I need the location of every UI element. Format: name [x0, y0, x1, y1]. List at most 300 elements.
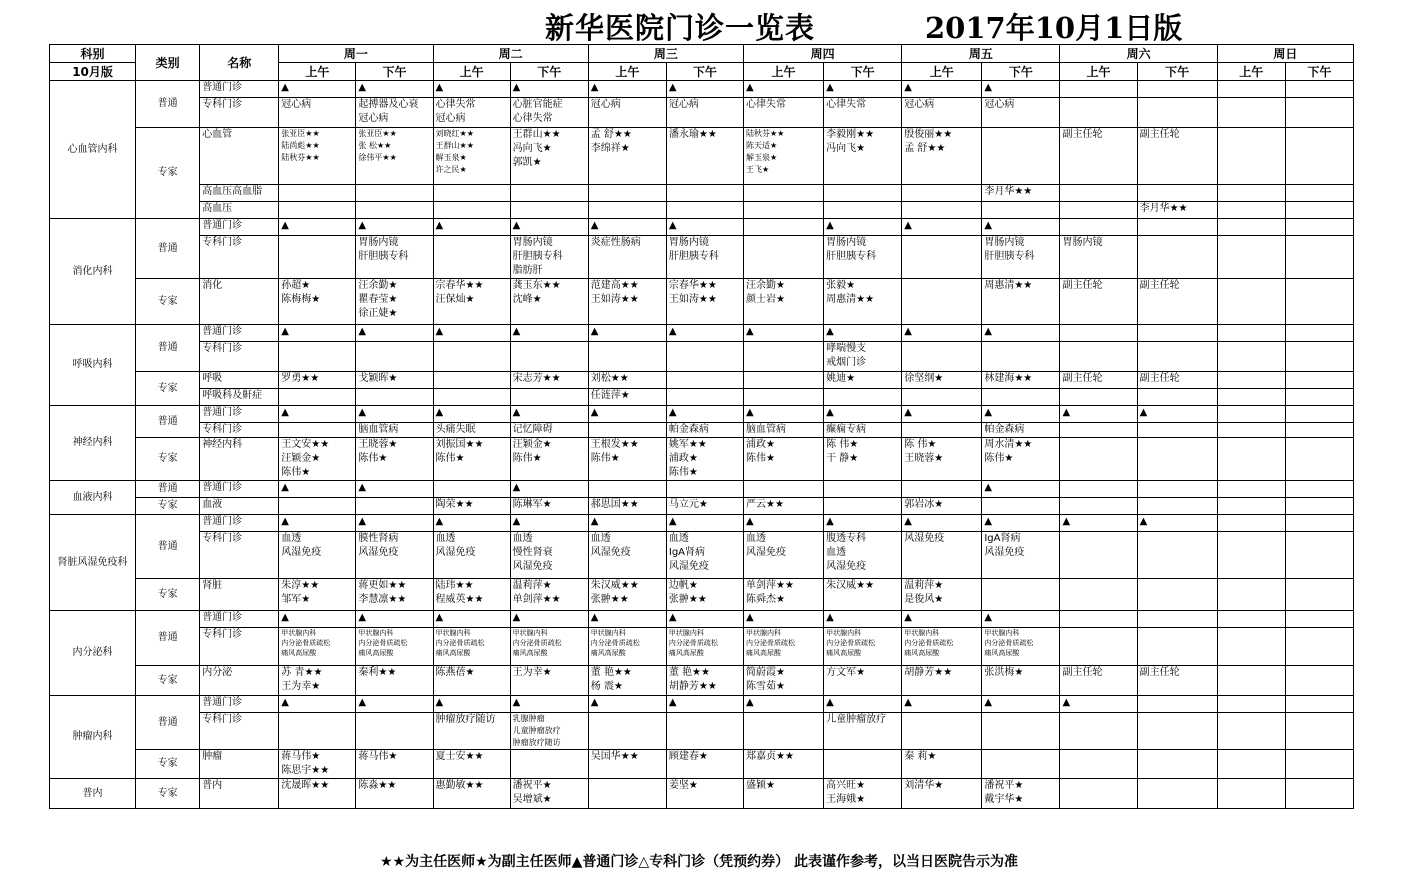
schedule-cell: 潘祝平★ 吴增斌★ — [510, 779, 588, 809]
schedule-cell: 陆玮★★ 程威英★★ — [433, 579, 510, 611]
schedule-cell: ▲ — [744, 81, 824, 98]
day-header-sat: 周六 — [1060, 45, 1217, 63]
schedule-cell — [1137, 98, 1217, 128]
schedule-cell — [510, 342, 588, 372]
schedule-cell — [279, 713, 356, 750]
schedule-cell — [279, 202, 356, 219]
schedule-cell: 姚迪★ — [824, 372, 902, 389]
schedule-cell: 陆秋芬★★ 陈天适★ 解玉泉★ 王飞★ — [744, 128, 824, 185]
half-header-am: 上午 — [433, 63, 510, 81]
schedule-cell: ▲ — [356, 325, 433, 342]
schedule-cell: 郭岩冰★ — [902, 498, 982, 515]
clinic-name-cell: 普通门诊 — [200, 406, 279, 423]
category-cell: 普通 — [136, 515, 200, 579]
schedule-cell — [1137, 342, 1217, 372]
clinic-name-cell: 普通门诊 — [200, 325, 279, 342]
schedule-cell: 朱汉威★★ 张翀★★ — [588, 579, 666, 611]
schedule-cell: 周水清★★ 陈伟★ — [982, 438, 1060, 481]
schedule-cell: 刘振国★★ 陈伟★ — [433, 438, 510, 481]
schedule-cell: 王为幸★ — [510, 666, 588, 696]
schedule-row — [50, 423, 1354, 438]
schedule-cell: ▲ — [510, 515, 588, 532]
schedule-row — [50, 202, 1354, 219]
schedule-cell — [666, 202, 743, 219]
schedule-cell — [824, 498, 902, 515]
schedule-cell — [902, 342, 982, 372]
schedule-cell: 心律失常 — [744, 98, 824, 128]
schedule-cell — [744, 202, 824, 219]
schedule-cell — [1285, 423, 1353, 438]
schedule-cell: IgA肾病 风湿免疫 — [982, 532, 1060, 579]
schedule-cell: ▲ — [510, 696, 588, 713]
schedule-cell: 冠心病 — [279, 98, 356, 128]
category-header: 类别 — [136, 45, 200, 81]
dept-cell: 血液内科 — [50, 481, 136, 515]
half-header-pm: 下午 — [1285, 63, 1353, 81]
schedule-cell — [1217, 515, 1285, 532]
schedule-cell: 王根发★★ 陈伟★ — [588, 438, 666, 481]
schedule-cell: ▲ — [1060, 406, 1137, 423]
header-row-days — [50, 45, 1354, 63]
schedule-cell — [1285, 481, 1353, 498]
schedule-cell: ▲ — [824, 81, 902, 98]
schedule-cell: 汪余勤★ 颜士岩★ — [744, 279, 824, 325]
clinic-name-cell: 消化 — [200, 279, 279, 325]
schedule-cell: 潘永瑜★★ — [666, 128, 743, 185]
schedule-cell: 孟 舒★★ 李绵祥★ — [588, 128, 666, 185]
schedule-cell: 副主任轮 — [1060, 279, 1137, 325]
schedule-cell — [356, 342, 433, 372]
clinic-name-cell: 专科门诊 — [200, 713, 279, 750]
schedule-cell — [1060, 779, 1137, 809]
schedule-cell: ▲ — [902, 515, 982, 532]
category-cell: 专家 — [136, 128, 200, 219]
schedule-cell — [1217, 779, 1285, 809]
schedule-cell: 副主任轮 — [1060, 666, 1137, 696]
schedule-cell: 惠勤敏★★ — [433, 779, 510, 809]
schedule-cell: ▲ — [279, 611, 356, 628]
schedule-cell: 帕金森病 — [982, 423, 1060, 438]
schedule-cell — [1285, 532, 1353, 579]
clinic-name-cell: 心血管 — [200, 128, 279, 185]
schedule-cell — [1285, 236, 1353, 279]
schedule-cell — [1285, 438, 1353, 481]
schedule-cell — [1060, 713, 1137, 750]
half-header-pm: 下午 — [356, 63, 433, 81]
schedule-cell — [666, 342, 743, 372]
schedule-row — [50, 372, 1354, 389]
schedule-cell: 殷俊丽★★ 孟 舒★★ — [902, 128, 982, 185]
schedule-cell: 胡静芳★★ — [902, 666, 982, 696]
schedule-cell: ▲ — [433, 219, 510, 236]
schedule-cell — [1137, 579, 1217, 611]
schedule-cell: 马立元★ — [666, 498, 743, 515]
schedule-cell — [982, 498, 1060, 515]
schedule-cell — [279, 185, 356, 202]
schedule-cell — [1217, 498, 1285, 515]
schedule-table — [49, 44, 1354, 809]
schedule-cell — [1060, 342, 1137, 372]
schedule-cell: ▲ — [666, 406, 743, 423]
schedule-row — [50, 696, 1354, 713]
schedule-cell: 简蔚霞★ 陈雪茹★ — [744, 666, 824, 696]
schedule-cell — [1137, 713, 1217, 750]
schedule-row — [50, 498, 1354, 515]
schedule-cell: 记忆障碍 — [510, 423, 588, 438]
schedule-cell — [1060, 185, 1137, 202]
schedule-cell — [744, 236, 824, 279]
schedule-cell: 血透 IgA肾病 风湿免疫 — [666, 532, 743, 579]
category-cell: 专家 — [136, 666, 200, 696]
schedule-cell: 姚军★★ 浦政★ 陈伟★ — [666, 438, 743, 481]
schedule-cell: ▲ — [356, 81, 433, 98]
clinic-name-cell: 呼吸 — [200, 372, 279, 389]
schedule-cell: 甲状腺内科 内分泌骨质疏松 痛风高尿酸 — [356, 628, 433, 666]
schedule-cell — [433, 372, 510, 389]
half-header-pm: 下午 — [982, 63, 1060, 81]
schedule-row — [50, 713, 1354, 750]
schedule-cell — [1217, 532, 1285, 579]
schedule-cell: ▲ — [510, 325, 588, 342]
schedule-cell: ▲ — [510, 611, 588, 628]
schedule-cell: ▲ — [433, 611, 510, 628]
schedule-cell: 顾建春★ — [666, 750, 743, 779]
schedule-cell — [1285, 342, 1353, 372]
schedule-cell: 血透 慢性肾衰 风湿免疫 — [510, 532, 588, 579]
schedule-cell: 刘晓红★★ 王群山★★ 解玉泉★ 许之民★ — [433, 128, 510, 185]
schedule-cell: 炎症性肠病 — [588, 236, 666, 279]
schedule-cell: 张洪梅★ — [982, 666, 1060, 696]
schedule-cell: 冠心病 — [588, 98, 666, 128]
schedule-cell — [1217, 81, 1285, 98]
schedule-cell — [1137, 389, 1217, 406]
schedule-cell: 高兴旺★ 王海娥★ — [824, 779, 902, 809]
schedule-cell — [982, 579, 1060, 611]
schedule-cell: 陈琳军★ — [510, 498, 588, 515]
day-header-wed: 周三 — [588, 45, 743, 63]
schedule-cell: ▲ — [744, 611, 824, 628]
schedule-cell — [666, 713, 743, 750]
schedule-row — [50, 532, 1354, 579]
schedule-cell: ▲ — [279, 325, 356, 342]
schedule-cell — [824, 185, 902, 202]
schedule-cell — [356, 185, 433, 202]
schedule-cell: ▲ — [666, 219, 743, 236]
schedule-row — [50, 236, 1354, 279]
schedule-cell — [1217, 611, 1285, 628]
schedule-cell: 心律失常 — [824, 98, 902, 128]
half-header-am: 上午 — [1060, 63, 1137, 81]
schedule-cell — [1137, 696, 1217, 713]
schedule-cell: 朱汉威★★ — [824, 579, 902, 611]
schedule-cell: ▲ — [588, 696, 666, 713]
schedule-cell: ▲ — [902, 406, 982, 423]
schedule-cell: 胃肠内镜 肝胆胰专科 脂肪肝 — [510, 236, 588, 279]
schedule-cell: ▲ — [744, 696, 824, 713]
schedule-cell: 起搏器及心衰 冠心病 — [356, 98, 433, 128]
schedule-cell — [1217, 128, 1285, 185]
schedule-cell: 副主任轮 — [1137, 666, 1217, 696]
schedule-cell — [1137, 423, 1217, 438]
schedule-cell — [356, 202, 433, 219]
schedule-cell — [1217, 423, 1285, 438]
schedule-cell — [1060, 628, 1137, 666]
schedule-cell: 王文安★★ 汪颖金★ 陈伟★ — [279, 438, 356, 481]
schedule-cell: ▲ — [356, 515, 433, 532]
schedule-cell — [1285, 372, 1353, 389]
schedule-cell — [1060, 325, 1137, 342]
schedule-cell — [1060, 219, 1137, 236]
clinic-name-cell: 专科门诊 — [200, 532, 279, 579]
clinic-name-cell: 普通门诊 — [200, 219, 279, 236]
schedule-cell — [982, 389, 1060, 406]
schedule-cell — [744, 481, 824, 498]
schedule-cell: 单剑萍★★ 陈舜杰★ — [744, 579, 824, 611]
schedule-cell — [902, 481, 982, 498]
schedule-cell: 副主任轮 — [1137, 128, 1217, 185]
schedule-cell — [1217, 98, 1285, 128]
schedule-cell: 蒋更如★★ 李慧凛★★ — [356, 579, 433, 611]
schedule-cell: 李月华★★ — [1137, 202, 1217, 219]
schedule-cell — [902, 713, 982, 750]
schedule-row — [50, 279, 1354, 325]
schedule-cell — [1285, 279, 1353, 325]
schedule-cell — [1137, 611, 1217, 628]
schedule-cell — [744, 185, 824, 202]
schedule-cell: ▲ — [510, 406, 588, 423]
clinic-name-cell: 内分泌 — [200, 666, 279, 696]
schedule-cell: 刘松★★ — [588, 372, 666, 389]
schedule-cell: ▲ — [588, 325, 666, 342]
schedule-cell: 脑血管病 — [356, 423, 433, 438]
schedule-cell: ▲ — [824, 406, 902, 423]
schedule-cell: 任涟萍★ — [588, 389, 666, 406]
schedule-row — [50, 325, 1354, 342]
schedule-cell: 李毅刚★★ 冯向飞★ — [824, 128, 902, 185]
schedule-cell — [1060, 81, 1137, 98]
schedule-cell — [510, 750, 588, 779]
schedule-cell: 夏士安★★ — [433, 750, 510, 779]
schedule-cell: 腹透专科 血透 风湿免疫 — [824, 532, 902, 579]
schedule-cell: 林建海★★ — [982, 372, 1060, 389]
schedule-cell — [1285, 389, 1353, 406]
schedule-cell — [1217, 202, 1285, 219]
clinic-name-cell: 专科门诊 — [200, 423, 279, 438]
schedule-cell — [1217, 279, 1285, 325]
schedule-cell: 副主任轮 — [1060, 372, 1137, 389]
schedule-cell — [982, 128, 1060, 185]
schedule-cell — [744, 389, 824, 406]
schedule-cell: 王群山★★ 冯向飞★ 郭凯★ — [510, 128, 588, 185]
schedule-cell — [1217, 579, 1285, 611]
clinic-name-cell: 普通门诊 — [200, 481, 279, 498]
schedule-cell — [1060, 98, 1137, 128]
half-header-pm: 下午 — [510, 63, 588, 81]
schedule-row — [50, 481, 1354, 498]
schedule-cell: 帕金森病 — [666, 423, 743, 438]
dept-cell: 心血管内科 — [50, 81, 136, 219]
schedule-row — [50, 438, 1354, 481]
schedule-cell: ▲ — [433, 325, 510, 342]
page-title: 新华医院门诊一览表 — [545, 11, 816, 45]
schedule-cell — [1060, 389, 1137, 406]
name-header: 名称 — [200, 45, 279, 81]
schedule-row — [50, 611, 1354, 628]
schedule-cell — [902, 185, 982, 202]
schedule-cell: ▲ — [510, 81, 588, 98]
schedule-cell: ▲ — [356, 696, 433, 713]
schedule-cell: 温莉萍★ 单剑萍★★ — [510, 579, 588, 611]
schedule-body — [50, 45, 1354, 809]
schedule-cell: ▲ — [588, 611, 666, 628]
half-header-am: 上午 — [588, 63, 666, 81]
schedule-cell — [1285, 185, 1353, 202]
schedule-cell: ▲ — [982, 406, 1060, 423]
dept-cell: 神经内科 — [50, 406, 136, 481]
schedule-cell — [1217, 628, 1285, 666]
schedule-cell — [744, 342, 824, 372]
schedule-cell: ▲ — [902, 81, 982, 98]
schedule-cell: 范建高★★ 王如涛★★ — [588, 279, 666, 325]
schedule-cell — [1137, 236, 1217, 279]
month-label: 10月版 — [50, 63, 136, 81]
schedule-cell — [1060, 202, 1137, 219]
schedule-cell: 方文军★ — [824, 666, 902, 696]
schedule-cell: 严云★★ — [744, 498, 824, 515]
schedule-cell: ▲ — [982, 81, 1060, 98]
schedule-cell: 血透 风湿免疫 — [744, 532, 824, 579]
category-cell: 普通 — [136, 611, 200, 666]
schedule-cell: 陶荣★★ — [433, 498, 510, 515]
schedule-cell — [1217, 389, 1285, 406]
schedule-cell — [1285, 515, 1353, 532]
legend-text: ★★为主任医师★为副主任医师▲普通门诊△专科门诊（凭预约券） 此表谨作参考，以当日医院告示为准 — [379, 854, 1019, 870]
schedule-cell — [510, 389, 588, 406]
schedule-cell — [744, 713, 824, 750]
schedule-cell — [510, 202, 588, 219]
clinic-name-cell: 呼吸科及鼾症 — [200, 389, 279, 406]
schedule-cell — [1217, 406, 1285, 423]
schedule-cell: ▲ — [279, 696, 356, 713]
schedule-cell — [902, 279, 982, 325]
schedule-row — [50, 98, 1354, 128]
day-header-fri: 周五 — [902, 45, 1060, 63]
schedule-cell: ▲ — [666, 696, 743, 713]
schedule-cell: 陈 伟★ 王晓蓉★ — [902, 438, 982, 481]
clinic-name-cell: 普通门诊 — [200, 611, 279, 628]
schedule-cell: 副主任轮 — [1060, 128, 1137, 185]
schedule-cell — [1217, 481, 1285, 498]
schedule-cell: 陈淼★★ — [356, 779, 433, 809]
schedule-cell: 朱淳★★ 邹军★ — [279, 579, 356, 611]
schedule-cell: 甲状腺内科 内分泌骨质疏松 痛风高尿酸 — [744, 628, 824, 666]
schedule-cell: 刘清华★ — [902, 779, 982, 809]
schedule-cell — [588, 779, 666, 809]
category-cell: 普通 — [136, 219, 200, 279]
schedule-cell: 甲状腺内科 内分泌骨质疏松 痛风高尿酸 — [433, 628, 510, 666]
clinic-name-cell: 高血压 — [200, 202, 279, 219]
schedule-cell: ▲ — [588, 406, 666, 423]
schedule-cell: 乳腺肿瘤 儿童肿瘤放疗 肿瘤放疗随访 — [510, 713, 588, 750]
schedule-cell — [588, 342, 666, 372]
dept-cell: 肿瘤内科 — [50, 696, 136, 779]
schedule-cell — [433, 185, 510, 202]
schedule-cell — [1060, 423, 1137, 438]
schedule-cell — [356, 389, 433, 406]
clinic-name-cell: 血液 — [200, 498, 279, 515]
schedule-cell — [1285, 219, 1353, 236]
schedule-cell: ▲ — [279, 515, 356, 532]
schedule-cell — [1285, 696, 1353, 713]
schedule-cell — [1060, 579, 1137, 611]
clinic-name-cell: 高血压高血脂 — [200, 185, 279, 202]
schedule-cell — [279, 389, 356, 406]
schedule-cell: 宗春华★★ 王如涛★★ — [666, 279, 743, 325]
schedule-cell: ▲ — [824, 611, 902, 628]
schedule-cell — [1285, 611, 1353, 628]
schedule-cell — [1217, 219, 1285, 236]
schedule-cell — [1137, 81, 1217, 98]
schedule-cell: ▲ — [433, 515, 510, 532]
schedule-cell: 浦政★ 陈伟★ — [744, 438, 824, 481]
clinic-name-cell: 专科门诊 — [200, 628, 279, 666]
schedule-cell: 胃肠内镜 肝胆胰专科 — [824, 236, 902, 279]
schedule-cell: 胃肠内镜 肝胆胰专科 — [982, 236, 1060, 279]
schedule-cell — [1285, 666, 1353, 696]
schedule-cell: 心脏官能症 心律失常 — [510, 98, 588, 128]
schedule-row — [50, 81, 1354, 98]
schedule-cell — [824, 202, 902, 219]
schedule-cell: ▲ — [510, 219, 588, 236]
dept-header: 科别 — [50, 45, 136, 63]
schedule-row — [50, 389, 1354, 406]
schedule-cell: 潘祝平★ 戴宇华★ — [982, 779, 1060, 809]
schedule-cell: 副主任轮 — [1137, 279, 1217, 325]
schedule-cell — [1137, 628, 1217, 666]
schedule-cell — [1137, 185, 1217, 202]
category-cell: 专家 — [136, 279, 200, 325]
schedule-cell: 血透 风湿免疫 — [279, 532, 356, 579]
category-cell: 专家 — [136, 750, 200, 779]
schedule-cell — [1137, 532, 1217, 579]
schedule-cell: ▲ — [279, 81, 356, 98]
schedule-cell — [1217, 325, 1285, 342]
schedule-cell — [666, 481, 743, 498]
schedule-row — [50, 750, 1354, 779]
schedule-cell — [356, 498, 433, 515]
schedule-cell: ▲ — [982, 515, 1060, 532]
schedule-cell: 郑嘉贞★★ — [744, 750, 824, 779]
schedule-cell: ▲ — [279, 406, 356, 423]
category-cell: 专家 — [136, 438, 200, 481]
schedule-cell: 甲状腺内科 内分泌骨质疏松 痛风高尿酸 — [902, 628, 982, 666]
schedule-cell: 甲状腺内科 内分泌骨质疏松 痛风高尿酸 — [666, 628, 743, 666]
schedule-cell — [1217, 438, 1285, 481]
schedule-cell: 胃肠内镜 肝胆胰专科 — [356, 236, 433, 279]
schedule-cell — [824, 750, 902, 779]
schedule-cell: ▲ — [744, 325, 824, 342]
schedule-cell: ▲ — [666, 325, 743, 342]
dept-cell: 普内 — [50, 779, 136, 809]
schedule-cell: 张毅★ 周惠清★★ — [824, 279, 902, 325]
schedule-row — [50, 579, 1354, 611]
schedule-cell: ▲ — [1137, 515, 1217, 532]
schedule-cell: 陈 伟★ 干 静★ — [824, 438, 902, 481]
schedule-cell — [1060, 611, 1137, 628]
schedule-cell: 甲状腺内科 内分泌骨质疏松 痛风高尿酸 — [510, 628, 588, 666]
schedule-row — [50, 219, 1354, 236]
schedule-cell — [1285, 750, 1353, 779]
